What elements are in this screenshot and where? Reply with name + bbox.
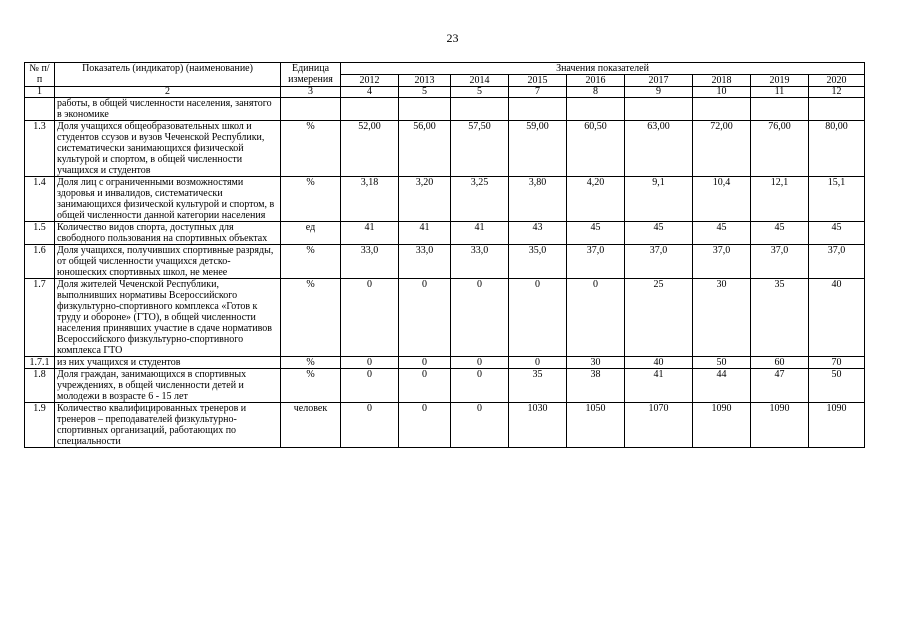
value-cell bbox=[341, 98, 399, 121]
value-cell: 37,0 bbox=[567, 245, 625, 279]
row-number: 1.4 bbox=[25, 177, 55, 222]
year-header: 2019 bbox=[751, 75, 809, 87]
value-cell: 37,0 bbox=[693, 245, 751, 279]
value-cell: 52,00 bbox=[341, 121, 399, 177]
year-header: 2016 bbox=[567, 75, 625, 87]
unit-cell: ед bbox=[281, 222, 341, 245]
column-number: 1 bbox=[25, 87, 55, 98]
column-number: 3 bbox=[281, 87, 341, 98]
value-cell: 4,20 bbox=[567, 177, 625, 222]
value-cell: 41 bbox=[341, 222, 399, 245]
table-row bbox=[25, 403, 865, 448]
value-cell: 0 bbox=[451, 357, 509, 369]
row-number: 1.5 bbox=[25, 222, 55, 245]
header-row bbox=[25, 63, 865, 75]
year-header: 2018 bbox=[693, 75, 751, 87]
value-cell: 37,0 bbox=[751, 245, 809, 279]
value-cell: 0 bbox=[399, 357, 451, 369]
value-cell: 0 bbox=[567, 279, 625, 357]
value-cell: 0 bbox=[509, 357, 567, 369]
column-number: 5 bbox=[451, 87, 509, 98]
value-cell: 47 bbox=[751, 369, 809, 403]
value-cell: 50 bbox=[693, 357, 751, 369]
value-cell: 37,0 bbox=[625, 245, 693, 279]
value-cell: 41 bbox=[399, 222, 451, 245]
value-cell: 45 bbox=[809, 222, 865, 245]
value-cell: 0 bbox=[509, 279, 567, 357]
value-cell: 30 bbox=[567, 357, 625, 369]
table-row bbox=[25, 279, 865, 357]
row-number: 1.7.1 bbox=[25, 357, 55, 369]
column-number: 7 bbox=[509, 87, 567, 98]
value-cell: 76,00 bbox=[751, 121, 809, 177]
page-number: 23 bbox=[446, 31, 459, 45]
value-cell: 57,50 bbox=[451, 121, 509, 177]
column-number: 2 bbox=[55, 87, 281, 98]
value-cell: 56,00 bbox=[399, 121, 451, 177]
column-number: 4 bbox=[341, 87, 399, 98]
value-cell: 0 bbox=[341, 403, 399, 448]
value-cell: 37,0 bbox=[809, 245, 865, 279]
column-number: 8 bbox=[567, 87, 625, 98]
indicator-name: работы, в общей численности населения, занятого в экономике bbox=[55, 98, 281, 121]
unit-cell: % bbox=[281, 245, 341, 279]
unit-cell: % bbox=[281, 177, 341, 222]
column-number: 10 bbox=[693, 87, 751, 98]
unit-cell: % bbox=[281, 121, 341, 177]
value-cell: 1090 bbox=[693, 403, 751, 448]
value-cell: 15,1 bbox=[809, 177, 865, 222]
year-header: 2020 bbox=[809, 75, 865, 87]
unit-cell: человек bbox=[281, 403, 341, 448]
header-num: № п/п bbox=[25, 63, 55, 87]
table-row bbox=[25, 98, 865, 121]
table-body bbox=[25, 98, 865, 448]
unit-cell: % bbox=[281, 279, 341, 357]
column-numbers-row bbox=[25, 87, 865, 98]
value-cell: 63,00 bbox=[625, 121, 693, 177]
indicator-name: Количество квалифицированных тренеров и тренеров – преподавателей физкультурно-спортивных организаций, работающих по специальности bbox=[55, 403, 281, 448]
year-header: 2012 bbox=[341, 75, 399, 87]
unit-cell: % bbox=[281, 369, 341, 403]
value-cell: 45 bbox=[625, 222, 693, 245]
header-values: Значения показателей bbox=[341, 63, 865, 75]
value-cell: 0 bbox=[341, 357, 399, 369]
value-cell: 0 bbox=[399, 369, 451, 403]
value-cell bbox=[693, 98, 751, 121]
value-cell: 60 bbox=[751, 357, 809, 369]
indicator-name: Доля граждан, занимающихся в спортивных учреждениях, в общей численности детей и молодежи в возрасте 6 - 15 лет bbox=[55, 369, 281, 403]
row-number: 1.9 bbox=[25, 403, 55, 448]
value-cell: 44 bbox=[693, 369, 751, 403]
value-cell: 0 bbox=[451, 403, 509, 448]
value-cell: 1090 bbox=[751, 403, 809, 448]
value-cell: 10,4 bbox=[693, 177, 751, 222]
value-cell: 0 bbox=[399, 279, 451, 357]
value-cell: 35 bbox=[509, 369, 567, 403]
value-cell: 1070 bbox=[625, 403, 693, 448]
table-row bbox=[25, 357, 865, 369]
indicator-name: из них учащихся и студентов bbox=[55, 357, 281, 369]
value-cell: 40 bbox=[625, 357, 693, 369]
value-cell: 35,0 bbox=[509, 245, 567, 279]
value-cell: 33,0 bbox=[341, 245, 399, 279]
year-header: 2014 bbox=[451, 75, 509, 87]
value-cell: 0 bbox=[399, 403, 451, 448]
header-unit: Единица измерения bbox=[281, 63, 341, 87]
value-cell bbox=[751, 98, 809, 121]
year-header: 2017 bbox=[625, 75, 693, 87]
value-cell bbox=[809, 98, 865, 121]
value-cell: 3,80 bbox=[509, 177, 567, 222]
value-cell: 9,1 bbox=[625, 177, 693, 222]
value-cell: 80,00 bbox=[809, 121, 865, 177]
table-row bbox=[25, 245, 865, 279]
column-number: 9 bbox=[625, 87, 693, 98]
year-header: 2013 bbox=[399, 75, 451, 87]
value-cell: 70 bbox=[809, 357, 865, 369]
row-number: 1.7 bbox=[25, 279, 55, 357]
value-cell: 33,0 bbox=[399, 245, 451, 279]
indicators-table bbox=[24, 62, 865, 448]
value-cell: 35 bbox=[751, 279, 809, 357]
value-cell: 59,00 bbox=[509, 121, 567, 177]
unit-cell: % bbox=[281, 357, 341, 369]
value-cell: 3,20 bbox=[399, 177, 451, 222]
value-cell: 45 bbox=[567, 222, 625, 245]
table-row bbox=[25, 222, 865, 245]
row-number: 1.8 bbox=[25, 369, 55, 403]
value-cell: 33,0 bbox=[451, 245, 509, 279]
value-cell: 50 bbox=[809, 369, 865, 403]
column-number: 12 bbox=[809, 87, 865, 98]
year-header: 2015 bbox=[509, 75, 567, 87]
table-row bbox=[25, 369, 865, 403]
indicator-name: Доля жителей Чеченской Республики, выполнивших нормативы Всероссийского физкультурно-спортивного комплекса «Готов к труду и обороне» (ГТО), в общей численности населения принявших участие в сдаче нормативов Всероссийского физкультурно-спортивного комплекса ГТО bbox=[55, 279, 281, 357]
value-cell: 43 bbox=[509, 222, 567, 245]
row-number: 1.3 bbox=[25, 121, 55, 177]
unit-cell bbox=[281, 98, 341, 121]
value-cell: 60,50 bbox=[567, 121, 625, 177]
indicator-name: Количество видов спорта, доступных для свободного пользования на спортивных объектах bbox=[55, 222, 281, 245]
column-number: 5 bbox=[399, 87, 451, 98]
value-cell: 12,1 bbox=[751, 177, 809, 222]
indicator-name: Доля учащихся, получивших спортивные разряды, от общей численности учащихся детско-юношеских спортивных школ, не менее bbox=[55, 245, 281, 279]
value-cell bbox=[451, 98, 509, 121]
value-cell: 0 bbox=[341, 369, 399, 403]
value-cell: 0 bbox=[451, 369, 509, 403]
value-cell: 41 bbox=[625, 369, 693, 403]
table-row bbox=[25, 121, 865, 177]
value-cell: 1030 bbox=[509, 403, 567, 448]
value-cell bbox=[567, 98, 625, 121]
value-cell: 38 bbox=[567, 369, 625, 403]
indicator-name: Доля учащихся общеобразовательных школ и студентов ссузов и вузов Чеченской Республики, систематически занимающихся физической культурой и спортом, в общей численности учащихся и студентов bbox=[55, 121, 281, 177]
value-cell: 3,25 bbox=[451, 177, 509, 222]
table-row bbox=[25, 177, 865, 222]
value-cell: 45 bbox=[751, 222, 809, 245]
value-cell: 25 bbox=[625, 279, 693, 357]
value-cell: 1090 bbox=[809, 403, 865, 448]
header-indicator: Показатель (индикатор) (наименование) bbox=[55, 63, 281, 87]
value-cell: 0 bbox=[451, 279, 509, 357]
value-cell: 1050 bbox=[567, 403, 625, 448]
value-cell bbox=[509, 98, 567, 121]
value-cell: 0 bbox=[341, 279, 399, 357]
value-cell bbox=[399, 98, 451, 121]
value-cell: 41 bbox=[451, 222, 509, 245]
value-cell bbox=[625, 98, 693, 121]
indicator-name: Доля лиц с ограниченными возможностями здоровья и инвалидов, систематически занимающихся физической культурой и спортом, в общей численности данной категории населения bbox=[55, 177, 281, 222]
value-cell: 72,00 bbox=[693, 121, 751, 177]
value-cell: 3,18 bbox=[341, 177, 399, 222]
value-cell: 45 bbox=[693, 222, 751, 245]
column-number: 11 bbox=[751, 87, 809, 98]
row-number: 1.6 bbox=[25, 245, 55, 279]
row-number bbox=[25, 98, 55, 121]
value-cell: 40 bbox=[809, 279, 865, 357]
value-cell: 30 bbox=[693, 279, 751, 357]
